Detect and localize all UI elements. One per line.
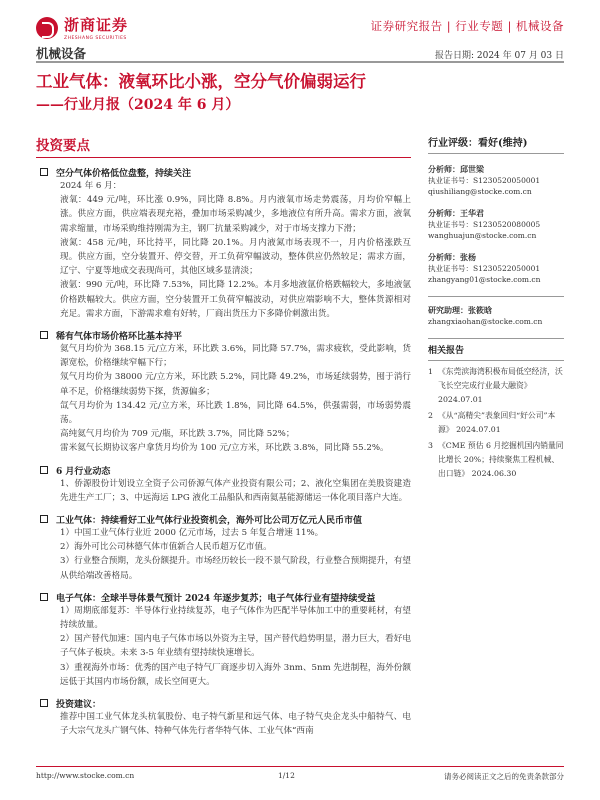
footer-website[interactable]: http://www.stocke.com.cn — [36, 771, 135, 780]
paragraph: 氦气月均价为 368.15 元/立方米，环比跌 3.6%，同比降 57.7%，需求疲软，受此影响，货源宽松，价格继续窄幅下行； — [60, 344, 411, 369]
paragraph: 3）重视海外市场：优秀的国产电子特气厂商逐步切入海外 3nm、5nm 先进制程，海外份额远低于其国内市场份额，成长空间更大。 — [60, 662, 411, 687]
footer-divider — [36, 766, 564, 767]
related-reports-head: 相关报告 — [428, 338, 564, 361]
related-report-link[interactable]: 2 《从“高精尖”表象回归“好公司”本源》 2024.07.01 — [428, 411, 556, 434]
report-category: 证券研究报告 | 行业专题 | 机械设备 — [370, 19, 564, 33]
analyst-email[interactable]: zhangyang01@stocke.com.cn — [428, 275, 541, 284]
section-tag: 机械设备 — [36, 46, 87, 61]
related-report-link[interactable]: 1 《东莞滨海湾积极布局低空经济，沃飞长空完成行业最大融资》 2024.07.01 — [428, 367, 563, 404]
section-head: 工业气体：持续看好工业气体行业投资机会，海外可比公司万亿元人民币市值 — [36, 513, 411, 526]
footer-disclaimer: 请务必阅读正文之后的免责条款部分 — [444, 772, 564, 781]
bullet-square-icon — [40, 331, 48, 339]
report-date: 报告日期: 2024 年 07 月 03 日 — [434, 51, 564, 61]
paragraph: 1）周期底部复苏：半导体行业持续复苏，电子气体作为匹配半导体加工中的重要耗材，有望持续放量。 — [60, 605, 411, 631]
logo-en: ZHESHANG SECURITIES — [64, 36, 127, 41]
paragraph: 液氩：990 元/吨，环比降 7.53%，同比降 12.2%。本月多地液氩价格跌幅较大，多地液氩价格跌幅较大。供应方面，空分装置开工负荷窄幅波动，对供应端影响不大，整体货源相对充足。需求方面，下游需求难有好转，厂商出货压力下多降价刺激出货。 — [60, 280, 411, 319]
paragraph: 雷米氦气长期协议客户拿货月均价为 100 元/立方米，环比跌 3.8%，同比降 55.2%。 — [60, 443, 389, 454]
paragraph: 液氧：449 元/吨，环比涨 0.9%，同比降 8.8%。月内液氧市场走势震荡，月均价窄幅上涨。供应方面，供应端表现充裕，叠加市场采购减少，多地液位有所升高。需求方面，液氧需求缩量，市场采购维持刚需为主，钢厂抗量采购减少，对于市场支撑力下滑； — [60, 195, 411, 234]
analyst-card: 分析师：张杨 执业证书号：S1230522050001 zhangyang01@stocke.com.cn — [428, 252, 564, 285]
paragraph: 1）中国工业气体行业近 2000 亿元市场，过去 5 年复合增速 11%。 — [60, 528, 324, 539]
paragraph: 2）海外可比公司林德气体市值新合人民币超万亿市值。 — [60, 542, 272, 553]
section-head: 电子气体：全球半导体景气预计 2024 年逐步复苏；电子气体行业有望持续受益 — [36, 591, 411, 604]
section-head: 空分气体价格低位盘整，持续关注 — [36, 166, 411, 179]
analyst-card: 分析师：王华君 执业证书号：S1230520080005 wanghuajun@stocke.com.cn — [428, 208, 564, 241]
bullet-square-icon — [40, 515, 48, 523]
assistant-card: 研究助理：张筱晗 zhangxiaohan@stocke.com.cn — [428, 296, 564, 327]
header-divider — [36, 61, 564, 63]
page-subtitle: ——行业月报（2024 年 6 月） — [36, 97, 240, 113]
paragraph: 氖气月均价为 38000 元/立方米，环比跌 5.2%，同比降 49.2%，市场延续弱势，囤于消行单不足，价格继续弱势下探，货源偏多； — [60, 372, 411, 397]
paragraph: 1、侨源股份计划设立全资子公司侨源气体产业投资有限公司；2、液化空集团在美股资建造先进生产工厂；3、中远海运 LPG 液化工品船队和西南氦基能源储运一体化项目落户大连。 — [60, 478, 411, 503]
logo — [36, 14, 128, 41]
paragraph: 氙气月均价为 134.42 元/立方米，环比跌 1.8%，同比降 64.5%，供强需弱，市场弱势震荡。 — [60, 400, 411, 426]
paragraph: 2）国产替代加速：国内电子气体市场以外资为主导，国产替代趋势明显，潜力巨大，看好电子气体子板块。未来 3-5 年业绩有望持续快速增长。 — [60, 634, 411, 659]
bullet-square-icon — [40, 466, 48, 474]
paragraph: 3）行业整合预期，龙头份额提升。市场经历较长一段不景气阶段，行业整合预期提升，有望从供给端改善格局。 — [60, 556, 411, 581]
paragraph: 推荐中国工业气体龙头杭氧股份、电子特气新星和远气体、电子特气央企龙头中船特气、电子大宗气龙头广钢气体、特种气体先行者华特气体、工业气体“西南 — [60, 712, 411, 737]
paragraph: 液氮：458 元/吨，环比持平，同比降 20.1%。月内液氮市场表现不一，月内价格涨跌互现。供应方面，空分装置开、停交替，开工负荷窄幅波动，整体供应仍然较足；需求方面，辽宁、宁夏等地成交表现尚可，其他区域多显清淡； — [60, 237, 411, 277]
assistant-email[interactable]: zhangxiaohan@stocke.com.cn — [428, 317, 543, 326]
analyst-card: 分析师：邱世梁 执业证书号：S1230520050001 qiushiliang@stocke.com.cn — [428, 164, 564, 197]
page-number: 1/12 — [278, 771, 295, 780]
related-report-link[interactable]: 3 《CME 预估 6 月挖掘机国内销量同比增长 20%；持续聚焦工程机械、出口链》 2024.06.30 — [428, 441, 564, 478]
section-head: 6 月行业动态 — [36, 464, 411, 477]
page-title: 工业气体：液氧环比小涨，空分气价偏弱运行 — [36, 72, 366, 91]
sidebar — [428, 134, 564, 483]
section-head: 投资建议： — [36, 697, 411, 710]
key-points — [36, 134, 411, 739]
logo-cn: 浙商证券 — [64, 16, 129, 34]
paragraph: 高纯氦气月均价为 709 元/瓶，环比跌 3.7%，同比降 52%； — [60, 429, 295, 440]
paragraph: 2024 年 6 月： — [60, 181, 122, 191]
analyst-email[interactable]: wanghuajun@stocke.com.cn — [428, 231, 537, 240]
logo-icon — [36, 17, 58, 39]
bullet-square-icon — [40, 593, 48, 601]
industry-rating: 行业评级：看好(维持) — [428, 134, 564, 154]
key-points-title: 投资要点 — [36, 134, 411, 158]
bullet-square-icon — [40, 699, 48, 707]
section-head: 稀有气体市场价格环比基本持平 — [36, 329, 411, 342]
bullet-square-icon — [40, 168, 48, 176]
analyst-email[interactable]: qiushiliang@stocke.com.cn — [428, 187, 532, 196]
